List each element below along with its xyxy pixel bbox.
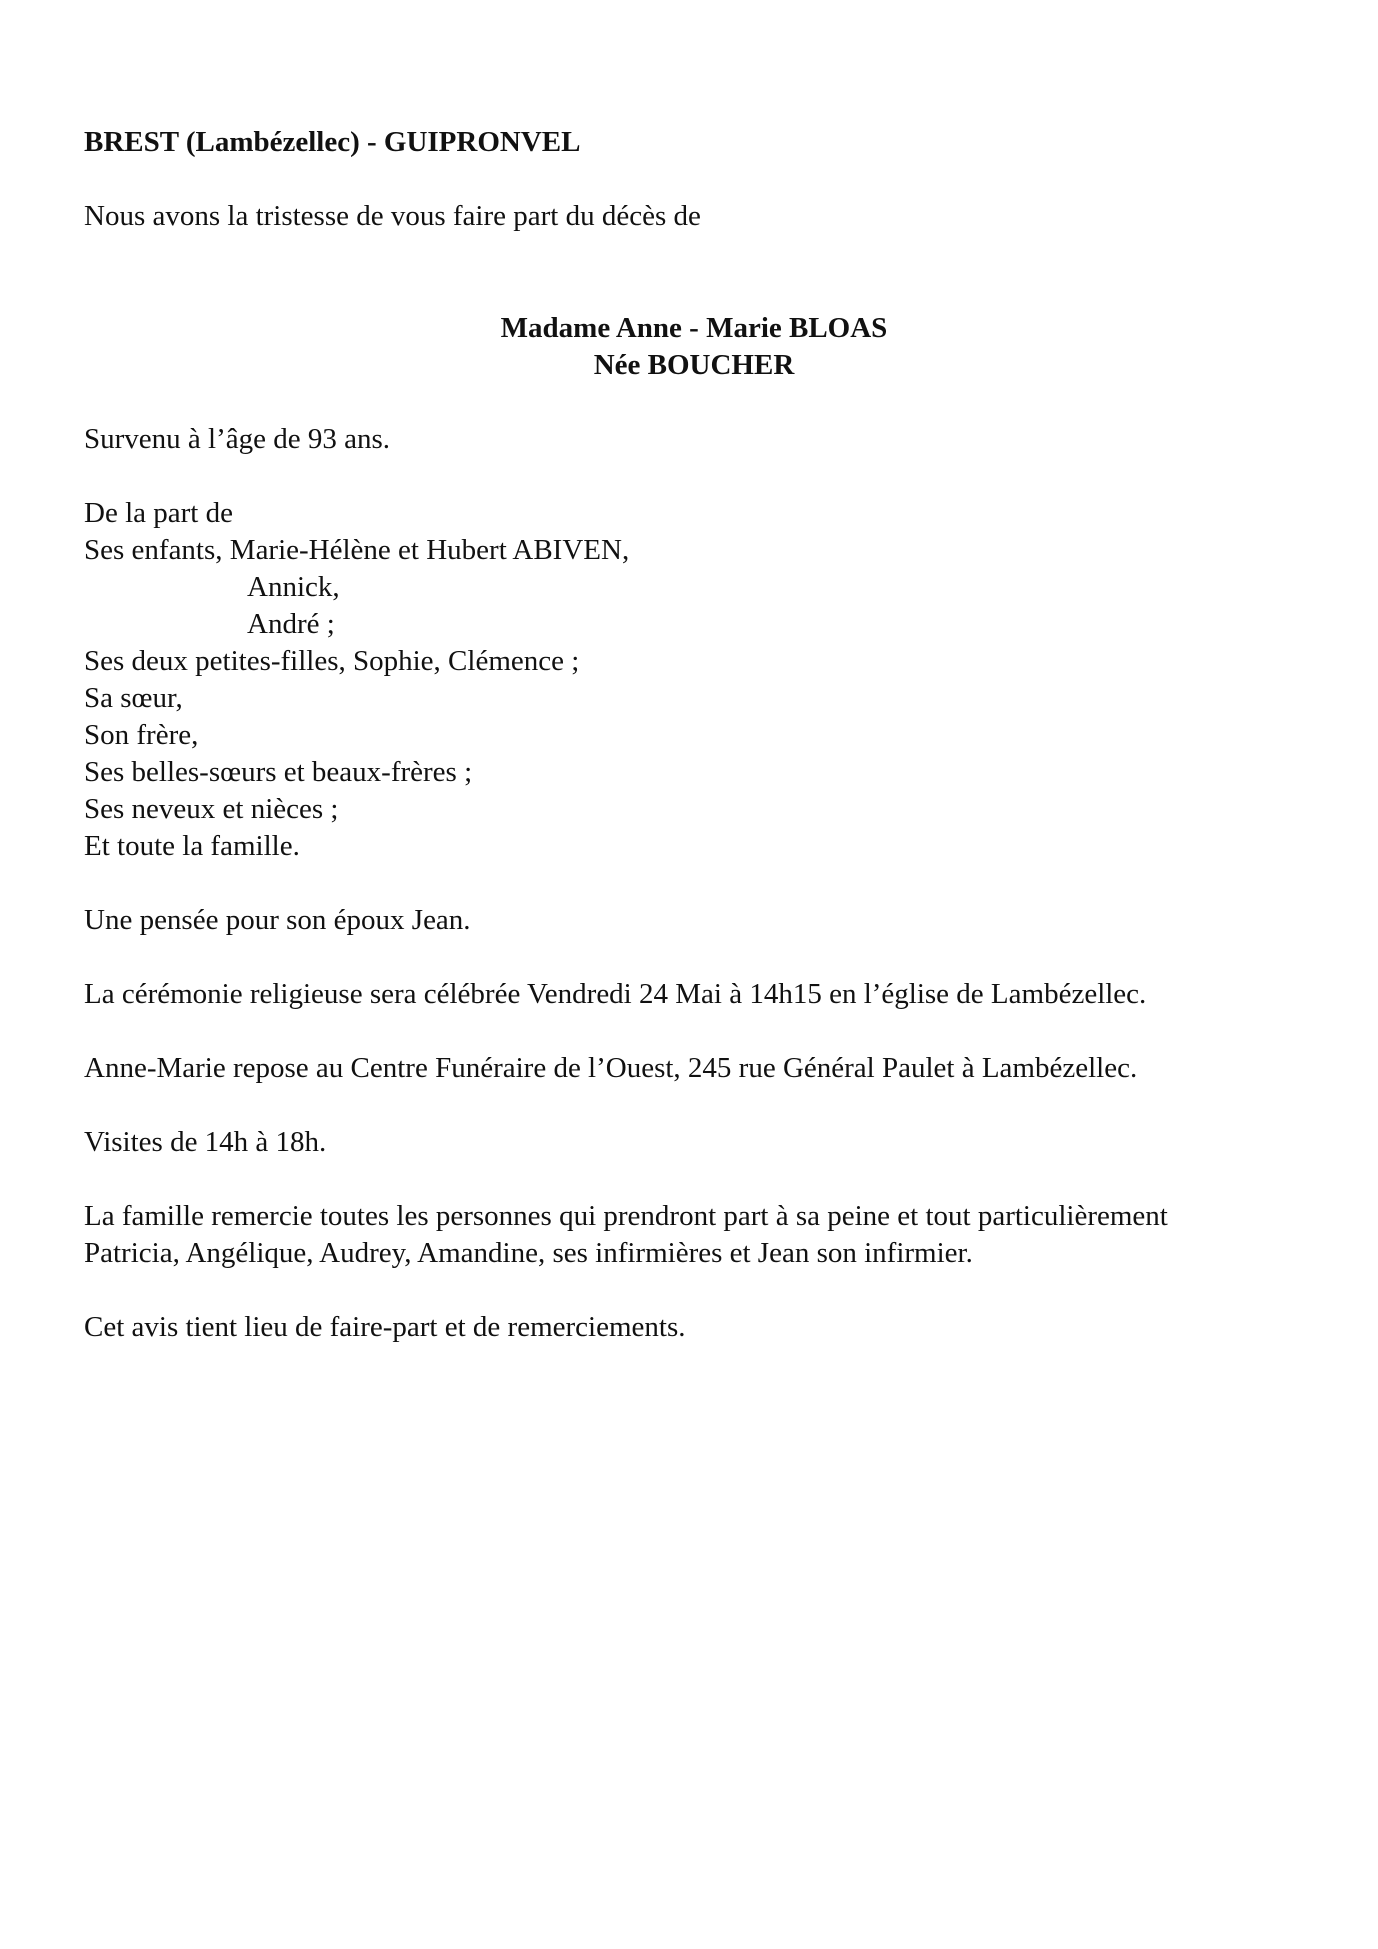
thanks-paragraph — [84, 1198, 1304, 1272]
intro-text: Nous avons la tristesse de vous faire part du décès de — [84, 200, 701, 232]
family-line: Son frère, — [84, 719, 199, 751]
family-line: Et toute la famille. — [84, 830, 300, 862]
ceremony-info: La cérémonie religieuse sera célébrée Vendredi 24 Mai à 14h15 en l’église de Lambézellec. — [84, 978, 1147, 1010]
rest-place-info: Anne-Marie repose au Centre Funéraire de l’Ouest, 245 rue Général Paulet à Lambézellec. — [84, 1052, 1138, 1084]
family-lead: De la part de — [84, 497, 233, 529]
thought-line: Une pensée pour son époux Jean. — [84, 904, 471, 936]
family-line: Ses deux petites-filles, Sophie, Clémence ; — [84, 645, 580, 677]
deceased-name-block — [84, 310, 1304, 384]
family-child-extra: André ; — [247, 608, 335, 640]
family-children: Ses enfants, Marie-Hélène et Hubert ABIVEN, — [84, 534, 630, 566]
deceased-name: Madame Anne - Marie BLOAS — [500, 312, 888, 344]
visits-info: Visites de 14h à 18h. — [84, 1126, 327, 1158]
thanks-line: Patricia, Angélique, Audrey, Amandine, ses infirmières et Jean son infirmier. — [84, 1237, 973, 1269]
deceased-birth-name: Née BOUCHER — [593, 349, 795, 381]
family-line: Ses belles-sœurs et beaux-frères ; — [84, 756, 473, 788]
age-line: Survenu à l’âge de 93 ans. — [84, 423, 391, 455]
family-child-extra: Annick, — [247, 571, 340, 603]
family-line: Ses neveux et nièces ; — [84, 793, 339, 825]
location-heading: BREST (Lambézellec) - GUIPRONVEL — [84, 126, 581, 158]
thanks-line: La famille remercie toutes les personnes qui prendront part à sa peine et tout particulièrement — [84, 1200, 1168, 1232]
family-list — [84, 495, 1304, 865]
family-line: Sa sœur, — [84, 682, 183, 714]
obituary-notice — [84, 124, 1304, 1346]
closing-note: Cet avis tient lieu de faire-part et de remerciements. — [84, 1311, 686, 1343]
